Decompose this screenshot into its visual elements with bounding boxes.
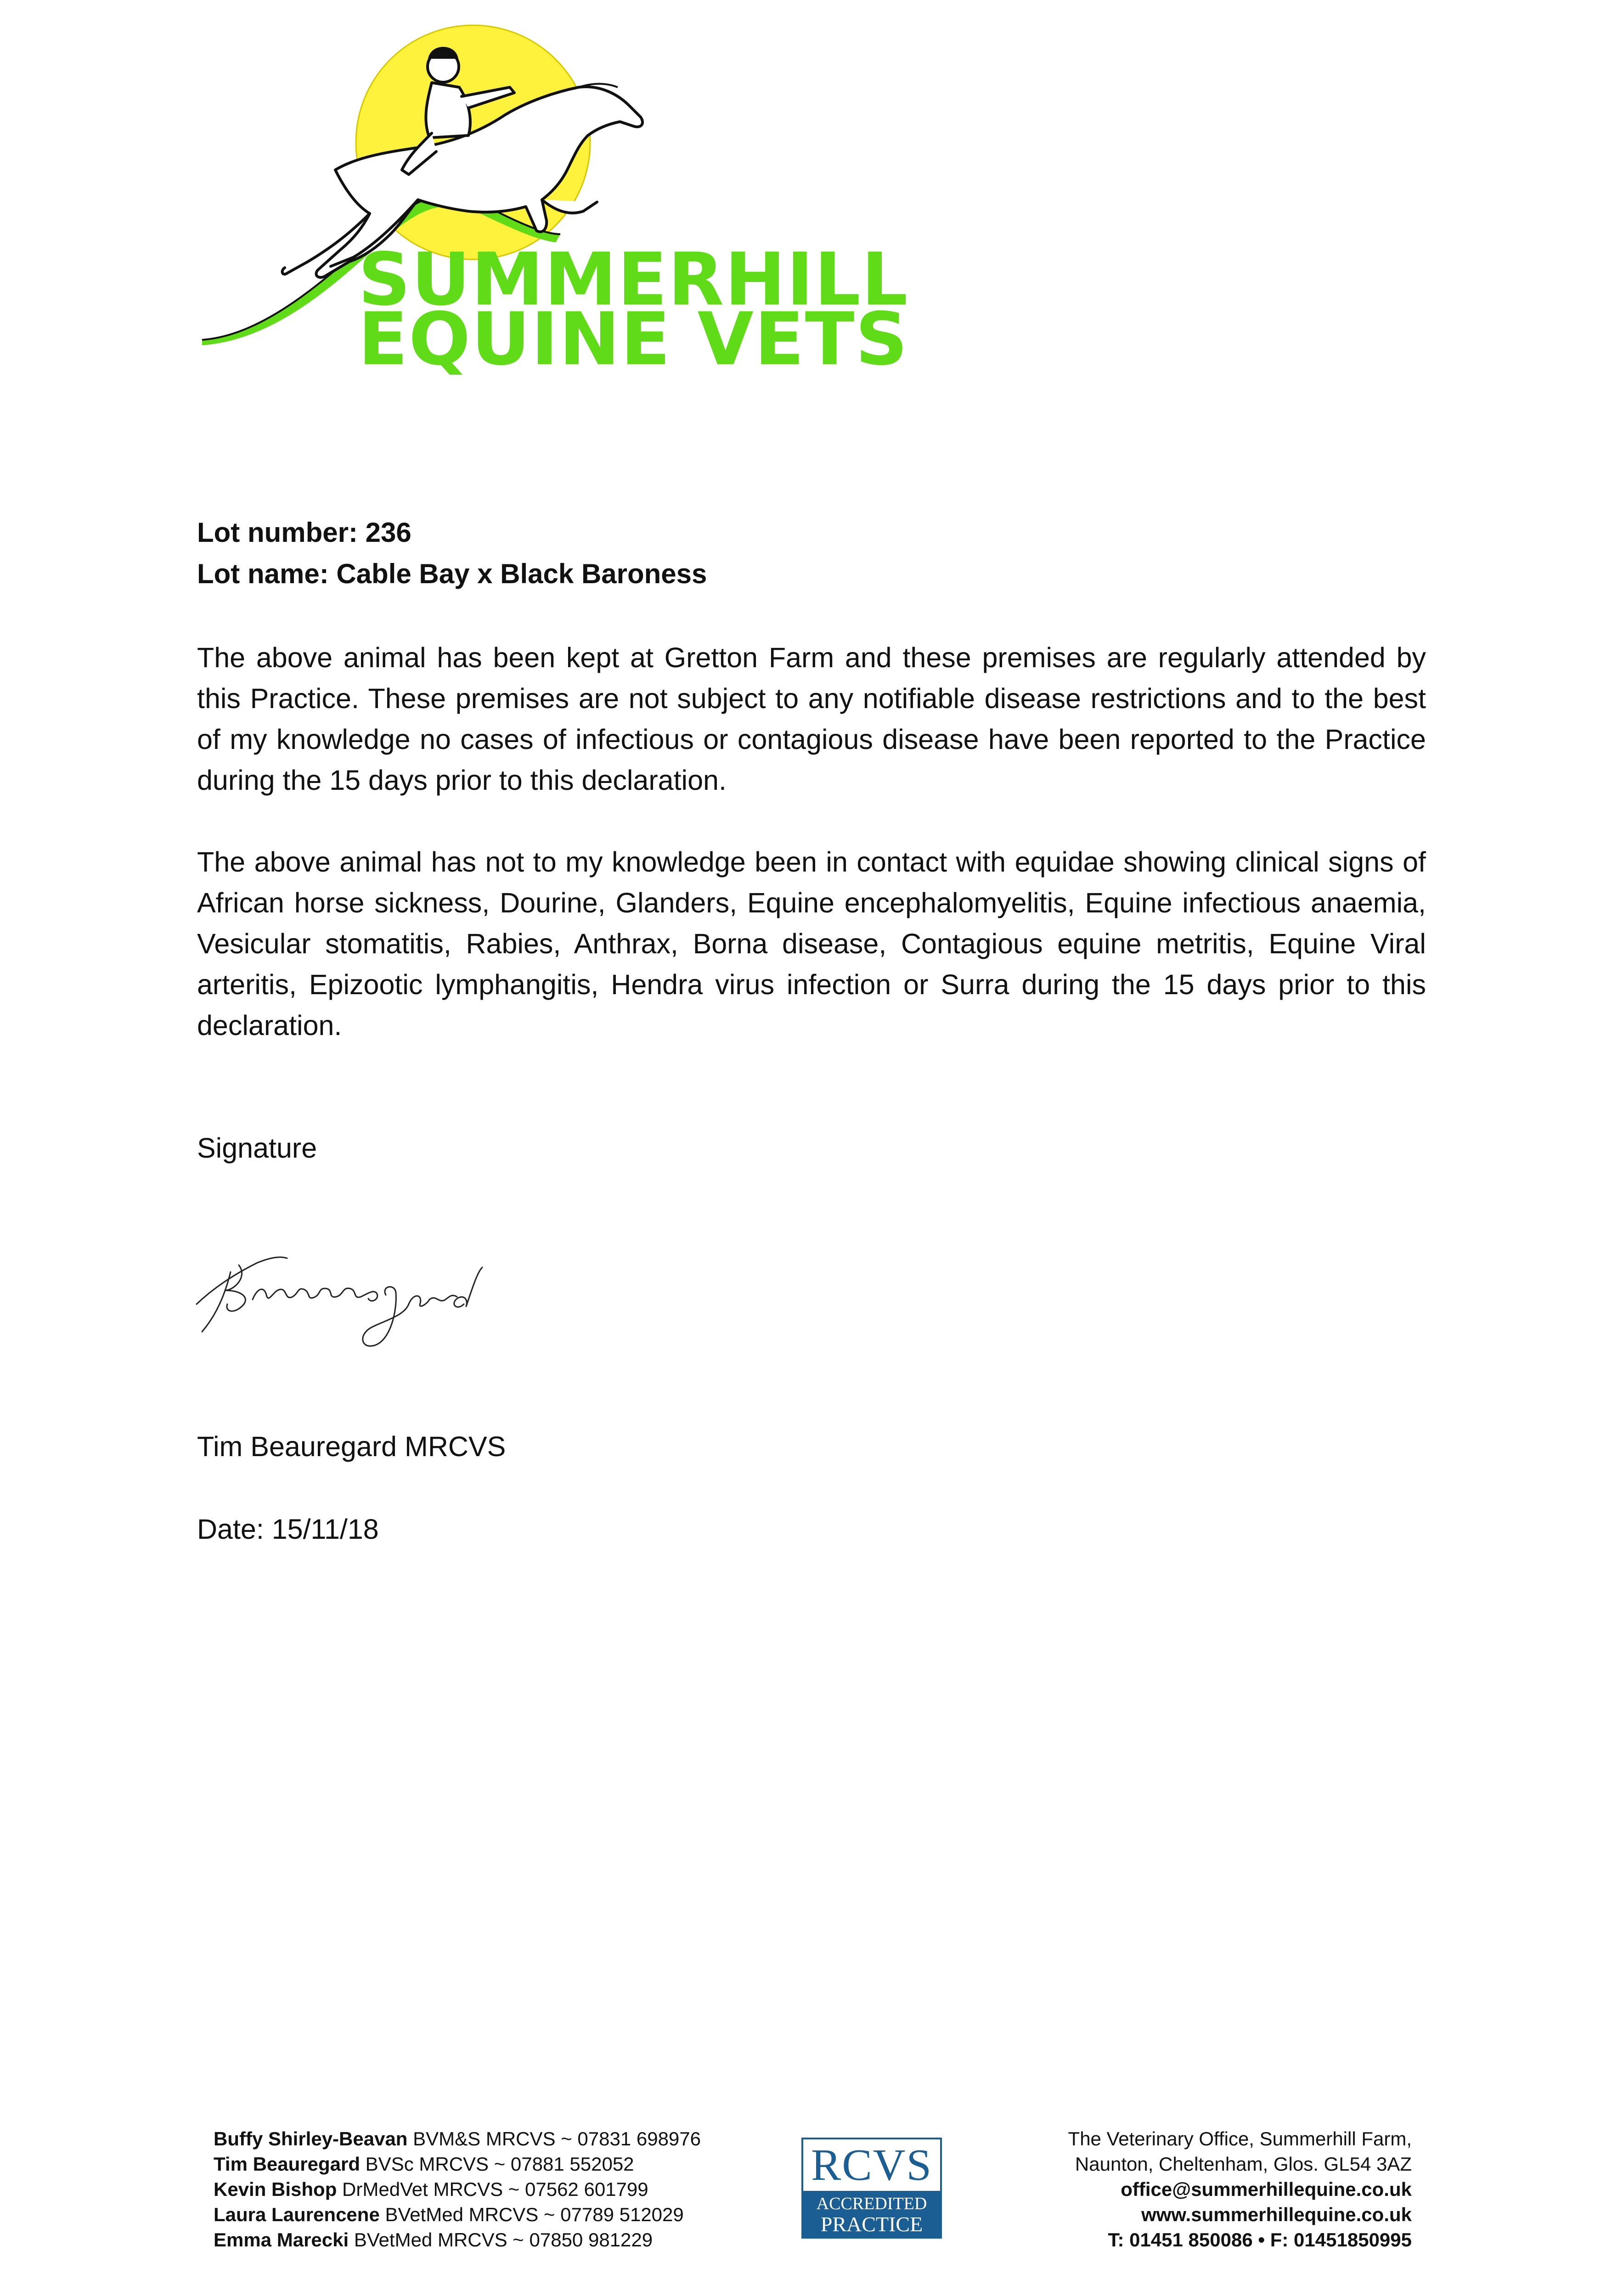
lot-name: Lot name: Cable Bay x Black Baroness [197,558,707,589]
practice-contact-block [1068,2126,1412,2252]
declaration-paragraph-premises: The above animal has been kept at Gretton Farm and these premises are regularly attended by this Practice. These premises are not subject to any notifiable disease restrictions and to the best of my knowledge no cases of infectious or contagious disease have been reported to the Practice during the 15 days prior to this declaration. [197,642,1426,796]
declaration-date: Date: 15/11/18 [197,1514,379,1545]
vet-entry [214,2202,701,2227]
vet-entry [214,2177,701,2202]
rcvs-badge-line2: PRACTICE [820,2212,923,2236]
vet-details: BVetMed MRCVS ~ 07850 981229 [354,2229,653,2251]
declaration-paragraph-contact: The above animal has not to my knowledge been in contact with equidae showing clinical signs of African horse sickness, Dourine, Glanders, Equine encephalomyelitis, Equine infectious anaemia, Vesicular stomatitis, Rabies, Anthrax, Borna disease, Contagious equine metritis, Equine Viral arteritis, Epizootic lymphangitis, Hendra virus infection or Surra during the 15 days prior to this declaration. [197,846,1426,1041]
vet-details: BVSc MRCVS ~ 07881 552052 [365,2153,634,2175]
vets-list [214,2126,701,2252]
vet-entry [214,2227,701,2252]
rcvs-badge-line1: ACCREDITED [816,2194,927,2213]
signature-label: Signature [197,1132,317,1164]
phone-fax: T: 01451 850086 • F: 01451850995 [1108,2229,1412,2251]
vet-name: Laura Laurencene [214,2204,380,2225]
vet-entry [214,2126,701,2151]
rcvs-accredited-badge [801,2138,942,2239]
vet-entry [214,2151,701,2177]
logo-text-line2: EQUINE VETS [358,297,909,382]
address-line-2: Naunton, Cheltenham, Glos. GL54 3AZ [1075,2153,1412,2175]
lot-number: Lot number: 236 [197,517,411,548]
logo-text-line1: SUMMERHILL [358,237,909,322]
website-address: www.summerhillequine.co.uk [1141,2204,1412,2225]
vet-details: BVetMed MRCVS ~ 07789 512029 [385,2204,684,2225]
rcvs-badge-title: RCVS [811,2140,932,2190]
email-address: office@summerhillequine.co.uk [1121,2178,1412,2200]
vet-name: Tim Beauregard [214,2153,360,2175]
rcvs-badge-banner [803,2191,940,2237]
practice-logo [193,18,909,382]
vet-details: BVM&S MRCVS ~ 07831 698976 [413,2128,701,2150]
vet-details: DrMedVet MRCVS ~ 07562 601799 [342,2178,648,2200]
address-line-1: The Veterinary Office, Summerhill Farm, [1068,2128,1412,2150]
vet-name: Emma Marecki [214,2229,349,2251]
handwritten-signature [188,1235,491,1359]
vet-name: Kevin Bishop [214,2178,337,2200]
vet-name: Buffy Shirley-Beavan [214,2128,408,2150]
signatory-name: Tim Beauregard MRCVS [197,1431,506,1462]
